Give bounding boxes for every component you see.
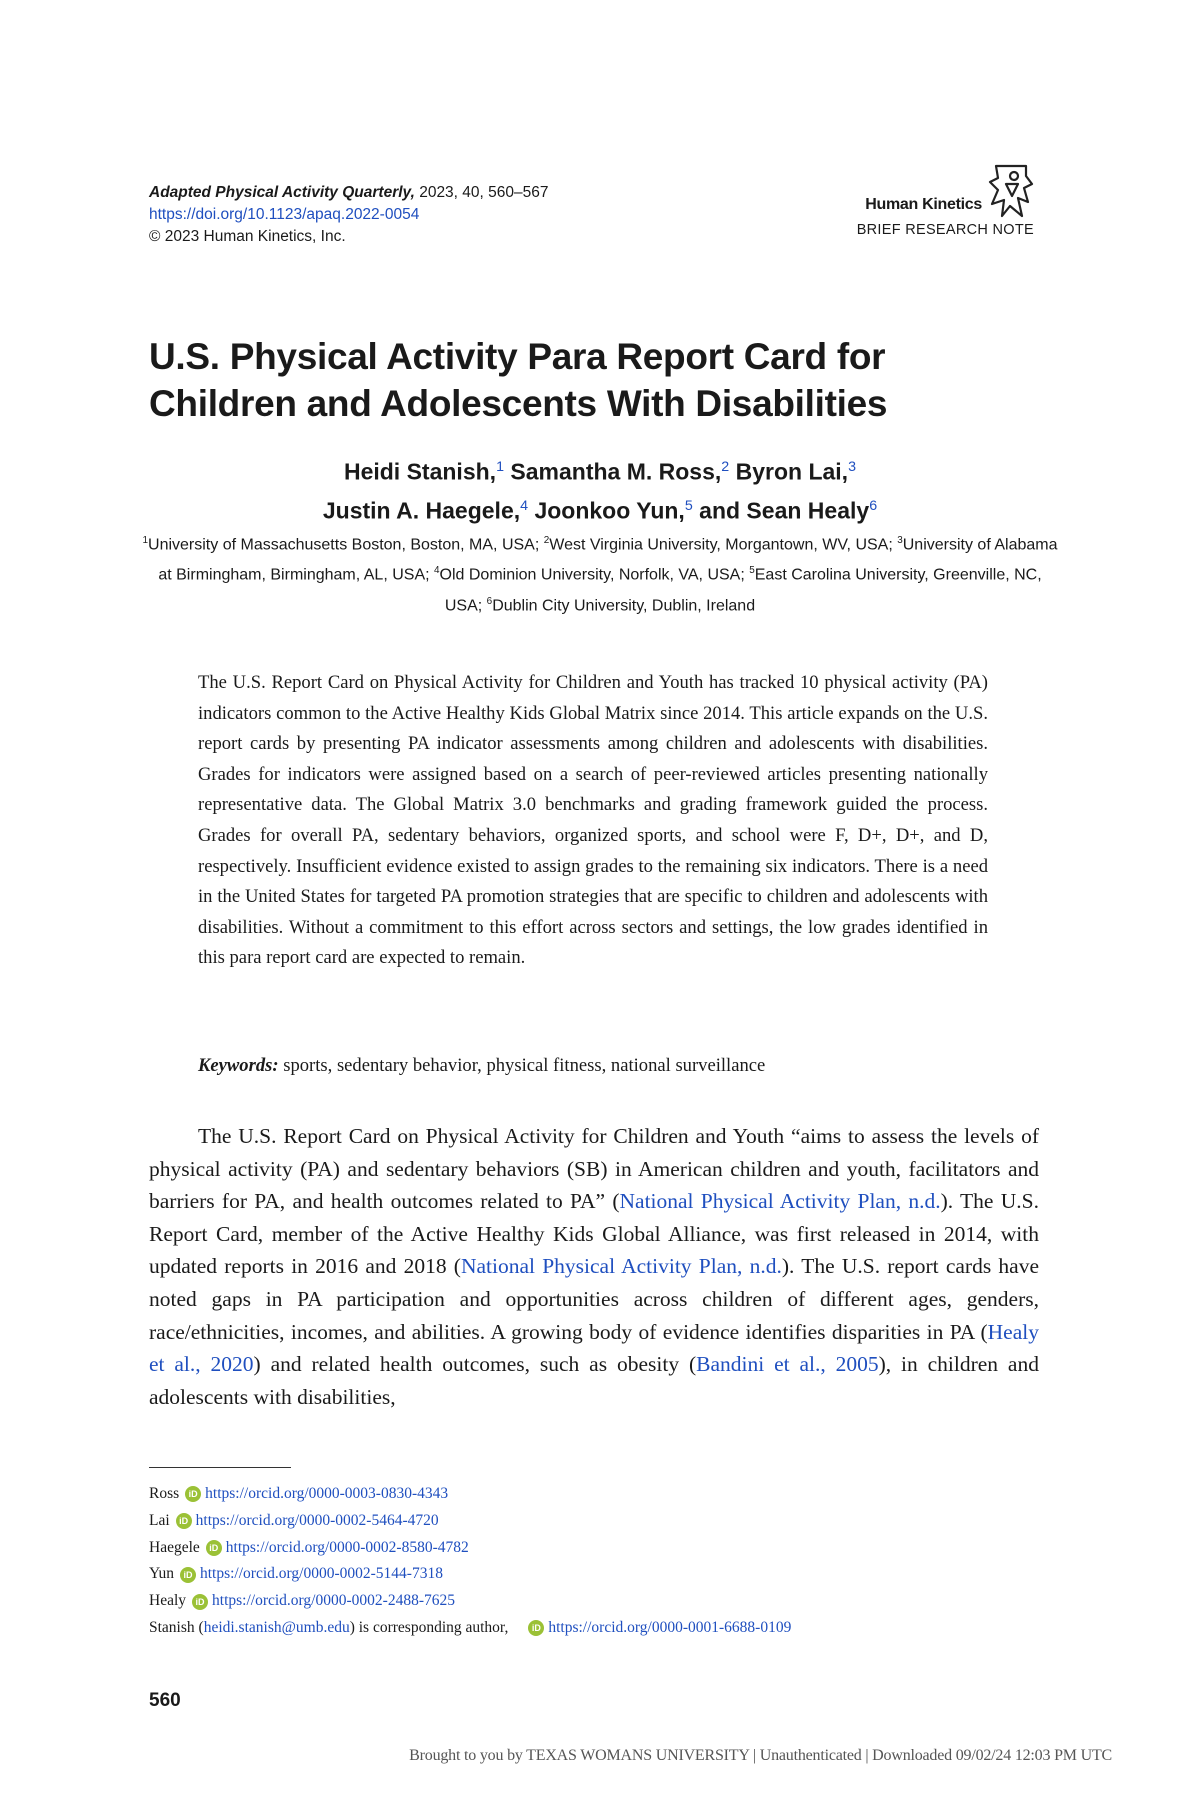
affiliation-number: 1	[142, 535, 149, 546]
orcid-link[interactable]: https://orcid.org/0000-0003-0830-4343	[205, 1485, 449, 1502]
author-name: Byron Lai,	[735, 458, 849, 485]
download-notice: Brought to you by TEXAS WOMANS UNIVERSITY | Unauthenticated | Downloaded 09/02/24 12:03 PM UTC	[409, 1747, 1112, 1764]
journal-citation	[149, 182, 669, 204]
orcid-footnotes	[149, 1481, 1049, 1642]
corresponding-author-entry	[149, 1615, 1049, 1642]
author-name: Justin A. Haegele,	[322, 497, 521, 524]
affiliation-number: 3	[897, 535, 903, 546]
citation-link[interactable]: Bandini et al., 2005	[696, 1352, 879, 1377]
orcid-author-name: Haegele	[149, 1538, 200, 1556]
author-affiliation-ref[interactable]: 2	[721, 459, 730, 475]
journal-info	[149, 182, 669, 248]
publisher-name: Human Kinetics	[865, 196, 982, 213]
affiliation-number: 4	[434, 565, 440, 577]
doi-link[interactable]: https://doi.org/10.1123/apaq.2022-0054	[149, 206, 420, 223]
author-name: and Sean Healy	[699, 497, 870, 524]
publisher-block	[774, 162, 1034, 238]
body-text-segment: The U.S. Report Card on Physical Activity for Children and Youth “aims to assess the levels of physical activity (PA) and sedentary behaviors (SB) in American children and youth, facilitators and barriers for PA, and health outcomes related to PA” (	[149, 1124, 1039, 1214]
body-text-segment: ). The U.S. Report Card, member of the Active Healthy Kids Global Alliance, was first released in 2014, with updated reports in 2016 and 2018 (	[149, 1189, 1039, 1279]
article-type: BRIEF RESEARCH NOTE	[856, 222, 1034, 238]
affiliation-text: University of Massachusetts Boston, Boston, MA, USA;	[148, 536, 544, 554]
orcid-icon[interactable]: iD	[206, 1540, 222, 1556]
author-name: Samantha M. Ross,	[510, 458, 722, 485]
orcid-link[interactable]: https://orcid.org/0000-0002-5464-4720	[195, 1511, 439, 1529]
human-kinetics-logo-icon	[988, 162, 1034, 220]
footnote-divider	[149, 1467, 291, 1468]
orcid-entry	[149, 1508, 1049, 1535]
corresponding-suffix: ) is corresponding author,	[349, 1618, 509, 1636]
affiliation-number: 2	[543, 535, 550, 546]
affiliation-number: 5	[749, 565, 755, 577]
keywords-list: sports, sedentary behavior, physical fitness, national surveillance	[278, 1055, 766, 1076]
orcid-entry	[149, 1535, 1049, 1562]
orcid-author-name: Ross	[149, 1485, 180, 1502]
citation-link[interactable]: National Physical Activity Plan, n.d.	[460, 1254, 782, 1279]
affiliation-text: Old Dominion University, Norfolk, VA, USA;	[439, 566, 750, 584]
orcid-link[interactable]: https://orcid.org/0000-0001-6688-0109	[548, 1618, 792, 1636]
orcid-entry	[149, 1561, 1049, 1588]
orcid-icon[interactable]: iD	[180, 1567, 196, 1583]
orcid-link[interactable]: https://orcid.org/0000-0002-8580-4782	[225, 1538, 469, 1556]
orcid-entry	[149, 1588, 1049, 1615]
article-title	[149, 333, 1039, 427]
orcid-icon[interactable]: iD	[192, 1594, 208, 1610]
affiliation-text: East Carolina University, Greenville, NC, USA;	[444, 566, 1042, 614]
citation-link[interactable]: National Physical Activity Plan, n.d.	[619, 1189, 941, 1214]
title-line-2: Children and Adolescents With Disabilities	[149, 383, 888, 424]
copyright: © 2023 Human Kinetics, Inc.	[149, 228, 346, 245]
affiliation-number: 6	[486, 595, 493, 607]
affiliation-text: University of Alabama at Birmingham, Birmingham, AL, USA;	[158, 536, 1058, 584]
orcid-link[interactable]: https://orcid.org/0000-0002-2488-7625	[212, 1592, 455, 1610]
journal-name: Adapted Physical Activity Quarterly,	[149, 184, 415, 201]
body-text-segment: ) and related health outcomes, such as obesity (	[253, 1352, 697, 1377]
author-list	[140, 450, 1060, 527]
body-text-segment: ). The U.S. report cards have noted gaps in PA participation and opportunities across children of different ages, genders, race/ethnicities, incomes, and abilities. A growing body of evidence identifies disparities in PA (	[149, 1254, 1040, 1344]
affiliation-text: West Virginia University, Morgantown, WV, USA;	[549, 536, 898, 554]
body-text-segment: ), in children and adolescents with disabilities,	[149, 1352, 1039, 1409]
author-affiliation-ref[interactable]: 6	[869, 497, 878, 514]
email-link[interactable]: heidi.stanish@umb.edu	[203, 1618, 350, 1636]
corresponding-prefix: Stanish (	[149, 1618, 204, 1636]
orcid-icon[interactable]: iD	[528, 1620, 544, 1636]
orcid-icon[interactable]: iD	[176, 1513, 192, 1529]
orcid-author-name: Yun	[149, 1565, 174, 1583]
keywords-label: Keywords:	[198, 1055, 279, 1076]
author-name: Heidi Stanish,	[343, 458, 497, 485]
author-affiliation-ref[interactable]: 4	[520, 497, 529, 514]
orcid-link[interactable]: https://orcid.org/0000-0002-5144-7318	[199, 1565, 443, 1583]
author-affiliation-ref[interactable]: 3	[848, 459, 857, 475]
orcid-author-name: Lai	[149, 1511, 170, 1529]
orcid-icon[interactable]: iD	[185, 1486, 201, 1502]
page-number: 560	[149, 1690, 181, 1711]
journal-issue: 2023, 40, 560–567	[414, 184, 549, 201]
citation-link[interactable]: Healy et al., 2020	[149, 1319, 1039, 1377]
orcid-author-name: Healy	[149, 1592, 187, 1610]
body-paragraph	[149, 1120, 1039, 1413]
affiliations	[140, 528, 1060, 619]
title-line-1: U.S. Physical Activity Para Report Card for	[149, 336, 886, 377]
author-affiliation-ref[interactable]: 1	[496, 459, 504, 475]
orcid-entry	[149, 1481, 1049, 1508]
keywords	[198, 1052, 988, 1080]
author-affiliation-ref[interactable]: 5	[684, 497, 693, 514]
author-name: Joonkoo Yun,	[534, 497, 685, 524]
abstract: The U.S. Report Card on Physical Activity for Children and Youth has tracked 10 physical activity (PA) indicators common to the Active Healthy Kids Global Matrix since 2014. This article expands on the U.S. report cards by presenting PA indicator assessments among children and adolescents with disabilities. Grades for indicators were assigned based on a search of peer-reviewed articles presenting nationally representative data. The Global Matrix 3.0 benchmarks and grading framework guided the process. Grades for overall PA, sedentary behaviors, organized sports, and school were F, D+, D+, and D, respectively. Insufficient evidence existed to assign grades to the remaining six indicators. There is a need in the United States for targeted PA promotion strategies that are specific to children and adolescents with disabilities. Without a commitment to this effort across sectors and settings, the low grades identified in this para report card are expected to remain.	[198, 672, 988, 969]
affiliation-text: Dublin City University, Dublin, Ireland	[492, 596, 756, 614]
